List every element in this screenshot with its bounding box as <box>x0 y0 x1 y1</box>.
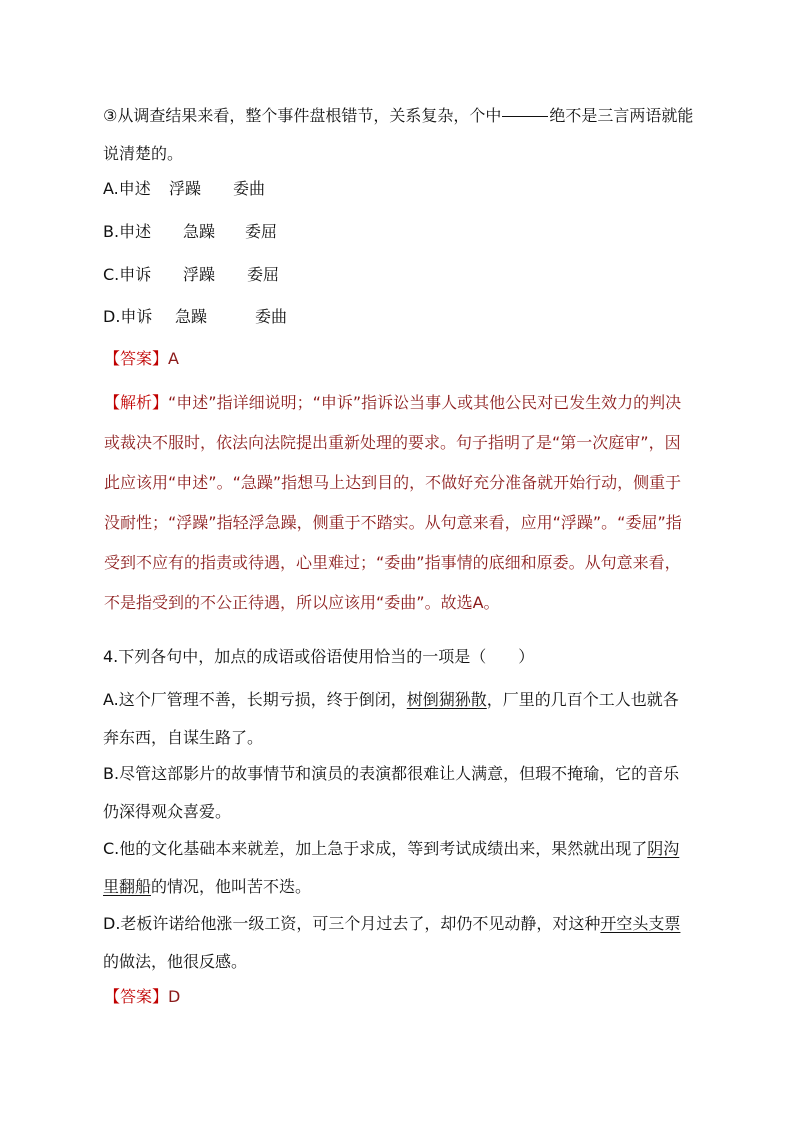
answer-label: 【答案】 <box>104 349 169 368</box>
answer-value: A <box>168 349 179 368</box>
analysis-text: “申述”指详细说明；“申诉”指诉讼当事人或其他公民对已发生效力的判决或裁决不服时，依法向法院提出重新处理的要求。句子指明了是“第一次庭审”，因此应该用“申述”。“急躁”指想马上达到目的，不做好充分准备就开始行动，侧重于没耐性；“浮躁”指轻浮急躁，侧重于不踏实。从句意来看，应用“浮躁”。“委屈”指受到不应有的指责或待遇，心里难过；“委曲”指事情的底细和原委。从句意来看，不是指受到的不公正待遇，所以应该用“委曲”。故选A。 <box>104 393 682 612</box>
q3-option-d: D.申诉 急躁 委曲 <box>103 307 288 326</box>
q3-analysis <box>104 383 694 623</box>
q4-option-d: D.老板许诺给他涨一级工资，可三个月过去了，却仍不见动静，对这种开空头支票的做法，他很反感。 <box>103 914 681 971</box>
q3-stem <box>103 97 694 173</box>
idiom-a: 树倒猢狲散 <box>406 690 487 709</box>
q4-stem: 4.下列各句中，加点的成语或俗语使用恰当的一项是（ ） <box>103 647 535 666</box>
q3-stem-part2: 绝不是三言两语就能说清楚的。 <box>103 106 694 163</box>
q4-option-c: C.他的文化基础本来就差，加上急于求成，等到考试成绩出来，果然就出现了阴沟里翻船的情况，他叫苦不迭。 <box>103 839 680 896</box>
idiom-c: 阴沟里翻船 <box>103 839 680 896</box>
q4-option-b: B.尽管这部影片的故事情节和演员的表演都很难让人满意，但瑕不掩瑜，它的音乐仍深得观众喜爱。 <box>103 764 680 821</box>
q3-stem-part1: ③从调查结果来看，整个事件盘根错节，关系复杂，个中 <box>103 106 502 125</box>
analysis-label: 【解析】 <box>104 393 169 412</box>
idiom-d: 开空头支票 <box>600 914 681 933</box>
q3-option-b: B.申述 急躁 委屈 <box>103 222 278 241</box>
q3-answer <box>104 340 694 378</box>
q4-option-a: A.这个厂管理不善，长期亏损，终于倒闭，树倒猢狲散，厂里的几百个工人也就各奔东西，自谋生路了。 <box>103 690 679 747</box>
fill-blank <box>502 115 548 117</box>
answer-value: D <box>168 987 181 1006</box>
q4-answer <box>104 978 694 1016</box>
q3-option-a: A.申述 浮躁 委曲 <box>103 179 266 198</box>
answer-label: 【答案】 <box>104 987 169 1006</box>
q3-option-c: C.申诉 浮躁 委屈 <box>103 265 280 284</box>
